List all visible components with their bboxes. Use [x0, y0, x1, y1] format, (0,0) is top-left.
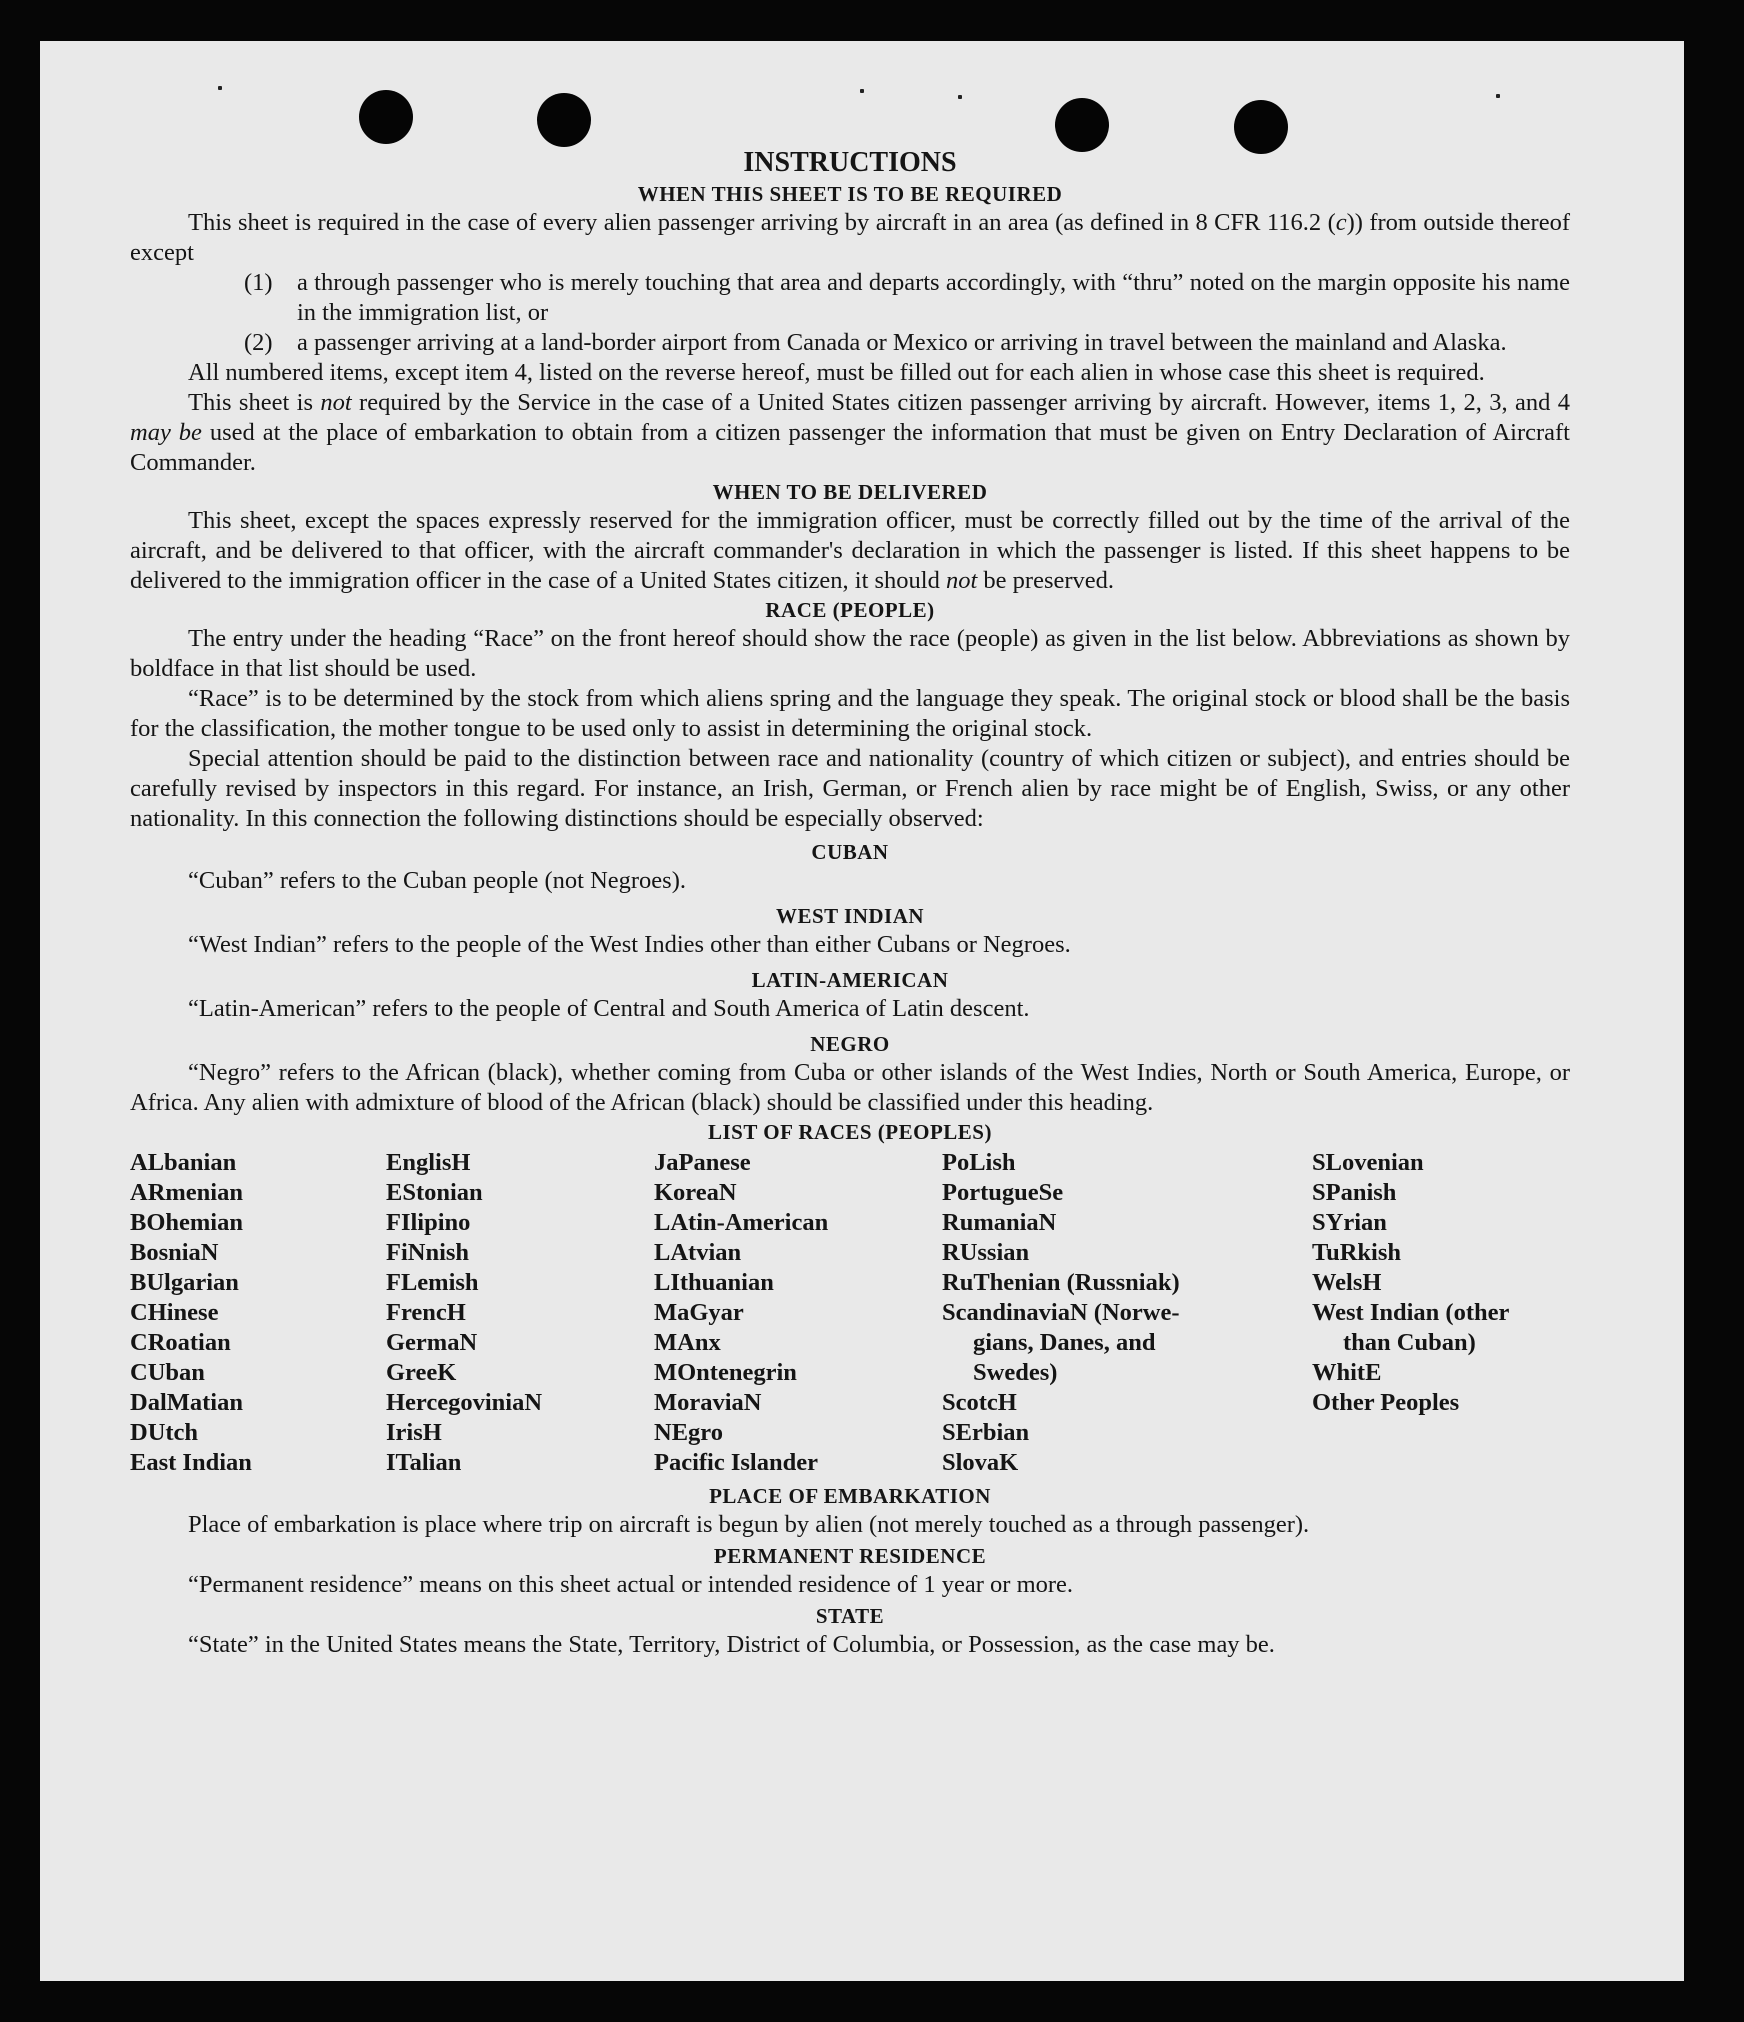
- heading-state: STATE: [815, 1604, 885, 1628]
- race-entry: PortugueSe: [942, 1179, 1064, 1206]
- race-entry: DalMatian: [130, 1389, 243, 1416]
- race-entry: RuThenian (Russniak): [942, 1269, 1180, 1296]
- heading-list-of-races: LIST OF RACES (PEOPLES): [708, 1120, 992, 1144]
- races-list: [130, 1148, 1570, 1478]
- race-entry: HercegoviniaN: [386, 1389, 543, 1416]
- race-entry: LAtin-American: [654, 1209, 829, 1236]
- speck: [218, 86, 222, 90]
- race-entry: SLovenian: [1312, 1149, 1424, 1176]
- race-entry: ALbanian: [130, 1149, 237, 1176]
- race-paragraph-3: Special attention should be paid to the distinction between race and nationality (country of which citizen or subject), and entries should be carefully revised by inspectors in this regard. For instance, an Irish, German, or French alien by race might be of English, Swiss, or any other nationality. In this connection the following distinctions should be especially observed:: [130, 745, 1570, 832]
- required-intro: This sheet is required in the case of every alien passenger arriving by aircraft in an area (as defined in 8 CFR 116.2 (c)) from outside thereof except: [130, 209, 1570, 266]
- race-entry: MAnx: [654, 1329, 721, 1356]
- race-entry: DUtch: [130, 1419, 199, 1446]
- race-paragraph-1: The entry under the heading “Race” on the front hereof should show the race (people) as given in the list below. Abbreviations as shown by boldface in that list should be used.: [130, 625, 1570, 682]
- instructions-content: [130, 146, 1570, 1660]
- delivered-paragraph: This sheet, except the spaces expressly reserved for the immigration officer, must be correctly filled out by the time of the arrival of the aircraft, and be delivered to that officer, with the aircraft commander's declaration in which the passenger is listed. If this sheet happens to be delivered to the immigration officer in the case of a United States citizen, it should not be preserved.: [130, 507, 1570, 594]
- race-entry: KoreaN: [654, 1179, 737, 1206]
- race-entry: East Indian: [130, 1449, 252, 1476]
- race-entry: CHinese: [130, 1299, 219, 1326]
- heading-latin-american: LATIN-AMERICAN: [751, 968, 949, 992]
- race-entry: JaPanese: [654, 1149, 751, 1176]
- race-entry: GreeK: [386, 1359, 457, 1386]
- heading-when-delivered: WHEN TO BE DELIVERED: [712, 480, 988, 504]
- race-entry: SErbian: [942, 1419, 1030, 1446]
- races-column-2: [386, 1148, 654, 1478]
- races-column-1: [130, 1148, 386, 1478]
- race-entry: ITalian: [386, 1449, 462, 1476]
- race-entry: Other Peoples: [1312, 1389, 1460, 1416]
- citizen-paragraph: This sheet is not required by the Service in the case of a United States citizen passenger arriving by aircraft. However, items 1, 2, 3, and 4 may be used at the place of embarkation to obtain from a citizen passenger the information that must be given on Entry Declaration of Aircraft Commander.: [130, 389, 1571, 476]
- residence-text: “Permanent residence” means on this sheet actual or intended residence of 1 year or more.: [188, 1571, 1074, 1598]
- race-entry: TuRkish: [1312, 1239, 1402, 1266]
- punch-hole: [537, 93, 591, 147]
- state-text: “State” in the United States means the State, Territory, District of Columbia, or Possession, as the case may be.: [188, 1631, 1275, 1658]
- race-entry: LAtvian: [654, 1239, 742, 1266]
- race-entry: Swedes): [973, 1359, 1058, 1386]
- race-entry: PoLish: [942, 1149, 1016, 1176]
- race-entry: MOntenegrin: [654, 1359, 797, 1386]
- race-entry: Pacific Islander: [654, 1449, 818, 1476]
- negro-text: “Negro” refers to the African (black), whether coming from Cuba or other islands of the West Indies, North or South America, Europe, or Africa. Any alien with admixture of blood of the African (black) should be classified under this heading.: [130, 1059, 1570, 1116]
- race-entry: SlovaK: [942, 1449, 1019, 1476]
- numbered-items-paragraph: All numbered items, except item 4, listed on the reverse hereof, must be filled out for each alien in whose case this sheet is required.: [188, 359, 1485, 386]
- race-entry: SPanish: [1312, 1179, 1397, 1206]
- latin-american-text: “Latin-American” refers to the people of Central and South America of Latin descent.: [188, 995, 1030, 1022]
- punch-hole: [359, 90, 413, 144]
- speck: [1496, 94, 1500, 98]
- race-entry: FIlipino: [386, 1209, 471, 1236]
- race-entry: ScotcH: [942, 1389, 1017, 1416]
- race-entry: ScandinaviaN (Norwe-: [942, 1299, 1180, 1326]
- race-entry: RUssian: [942, 1239, 1030, 1266]
- cuban-text: “Cuban” refers to the Cuban people (not Negroes).: [188, 867, 686, 894]
- race-entry: MoraviaN: [654, 1389, 762, 1416]
- race-entry: EnglisH: [386, 1149, 471, 1176]
- race-entry: BOhemian: [130, 1209, 243, 1236]
- heading-permanent-residence: PERMANENT RESIDENCE: [713, 1544, 987, 1568]
- race-entry: BosniaN: [130, 1239, 219, 1266]
- race-entry: EStonian: [386, 1179, 483, 1206]
- heading-when-required: WHEN THIS SHEET IS TO BE REQUIRED: [637, 182, 1063, 206]
- race-entry: CUban: [130, 1359, 205, 1386]
- race-entry: WhitE: [1312, 1359, 1382, 1386]
- race-entry: BUlgarian: [130, 1269, 239, 1296]
- heading-cuban: CUBAN: [811, 840, 889, 864]
- speck: [958, 95, 962, 99]
- race-entry: ARmenian: [130, 1179, 243, 1206]
- race-entry: FiNnish: [386, 1239, 470, 1266]
- races-column-3: [654, 1148, 942, 1478]
- page-title: INSTRUCTIONS: [743, 147, 957, 178]
- heading-race: RACE (PEOPLE): [765, 598, 935, 622]
- races-column-5: [1242, 1148, 1552, 1478]
- race-entry: FrencH: [386, 1299, 466, 1326]
- speck: [860, 89, 864, 93]
- race-entry: GermaN: [386, 1329, 478, 1356]
- race-entry: CRoatian: [130, 1329, 231, 1356]
- race-entry: than Cuban): [1343, 1329, 1476, 1356]
- race-entry: FLemish: [386, 1269, 479, 1296]
- race-entry: SYrian: [1312, 1209, 1387, 1236]
- race-entry: NEgro: [654, 1419, 723, 1446]
- race-entry: IrisH: [386, 1419, 442, 1446]
- heading-west-indian: WEST INDIAN: [775, 904, 925, 928]
- race-entry: RumaniaN: [942, 1209, 1057, 1236]
- exception-item: (2) a passenger arriving at a land-border airport from Canada or Mexico or arriving in travel between the mainland and Alaska.: [244, 329, 1507, 356]
- exception-item: (1) a through passenger who is merely touching that area and departs accordingly, with “thru” noted on the margin opposite his name in the immigration list, or: [244, 269, 1570, 326]
- west-indian-text: “West Indian” refers to the people of the West Indies other than either Cubans or Negroes.: [188, 931, 1071, 958]
- race-entry: gians, Danes, and: [973, 1329, 1156, 1356]
- document-page: [40, 41, 1684, 1981]
- races-column-4: [942, 1148, 1242, 1478]
- race-entry: MaGyar: [654, 1299, 744, 1326]
- race-entry: WelsH: [1312, 1269, 1382, 1296]
- punch-hole: [1055, 98, 1109, 152]
- race-entry: LIthuanian: [654, 1269, 774, 1296]
- heading-place-of-embarkation: PLACE OF EMBARKATION: [709, 1484, 991, 1508]
- race-entry: West Indian (other: [1312, 1299, 1510, 1326]
- race-paragraph-2: “Race” is to be determined by the stock from which aliens spring and the language they speak. The original stock or blood shall be the basis for the classification, the mother tongue to be used only to assist in determining the original stock.: [130, 685, 1570, 742]
- embarkation-text: Place of embarkation is place where trip on aircraft is begun by alien (not merely touched as a through passenger).: [188, 1511, 1310, 1538]
- heading-negro: NEGRO: [810, 1032, 890, 1056]
